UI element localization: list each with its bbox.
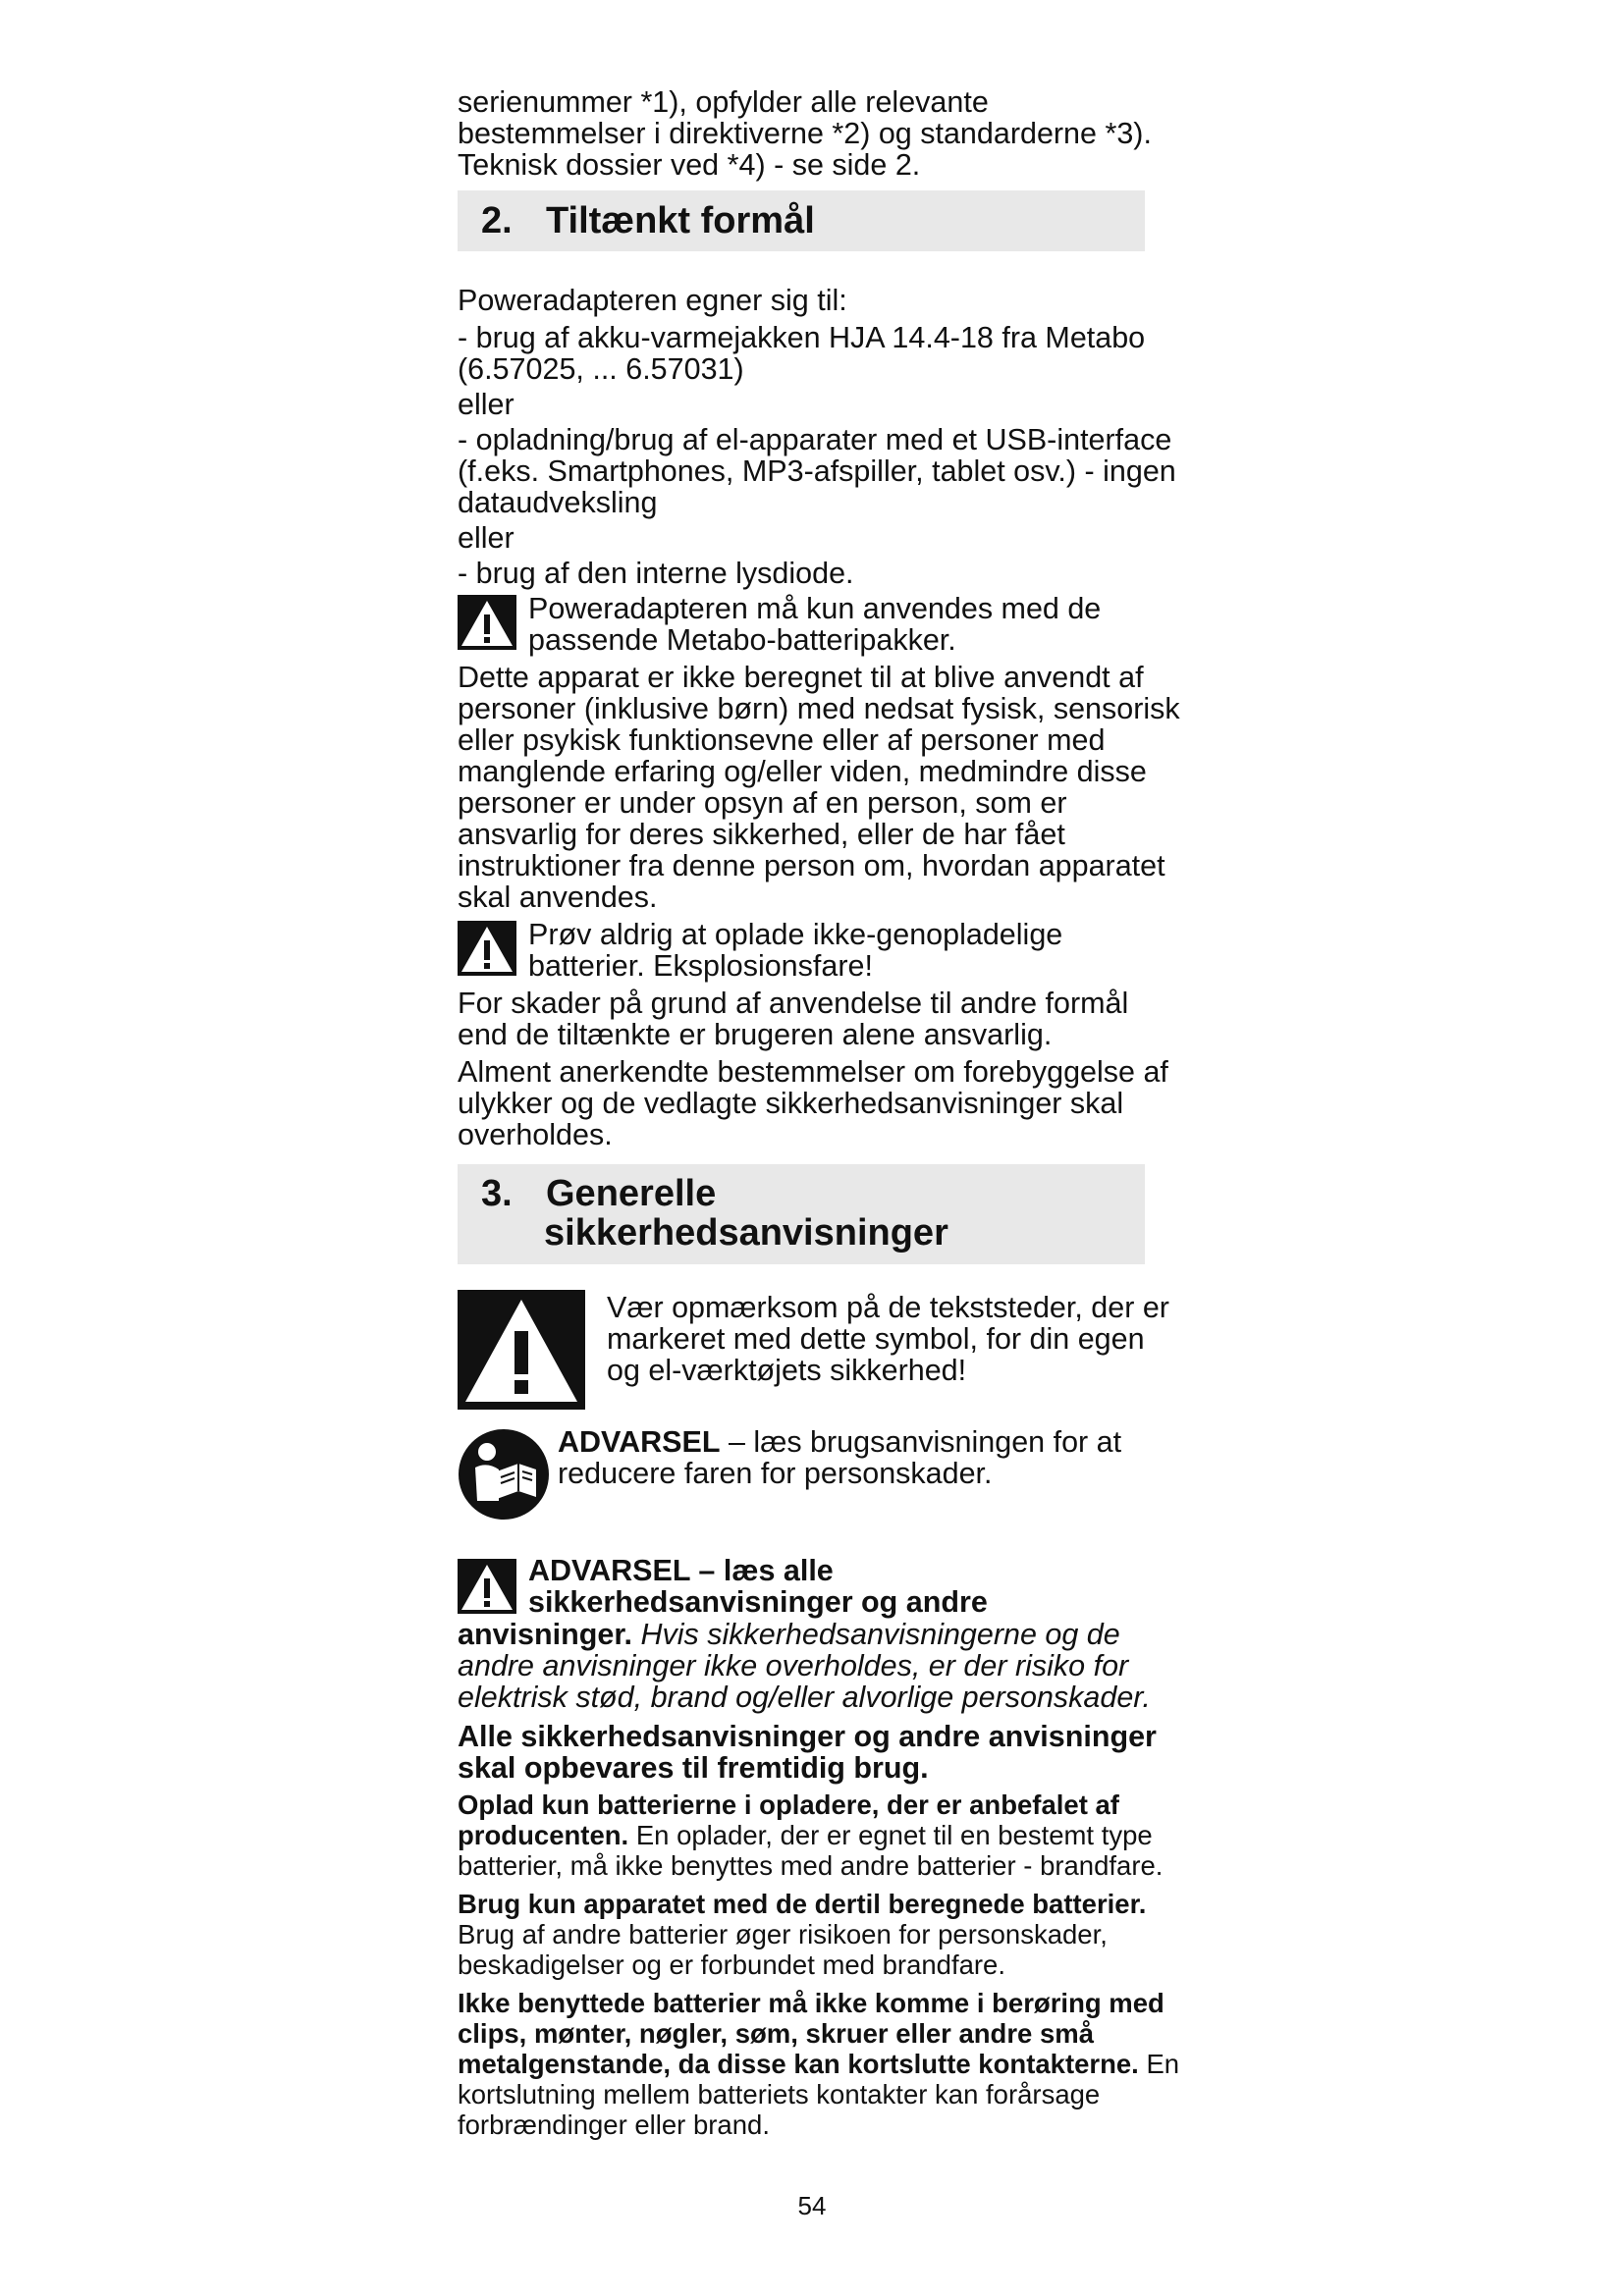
warning-triangle-icon <box>458 595 516 655</box>
use-item-usb: - opladning/brug af el-apparater med et USB-interface (f.eks. Smartphones, MP3-afspiller, tablet osv.) - ingen dataudveksling <box>458 423 1176 519</box>
advarsel-body <box>458 1619 1184 1713</box>
warning-non-rechargeable <box>458 919 1184 982</box>
children-note: Dette apparat er ikke beregnet til at blive anvendt af personer (inklusive børn) med nedsat fysisk, sensorisk eller psykisk funktionsevne eller af personer med manglende erfaring og/eller viden, medmindre disse personer er under opsyn af en person, som er ansvarlig for deres sikkerhed, eller de har fået instruktioner fra denne person om, hvordan apparatet skal anvendes. <box>458 661 1180 914</box>
section-number: 2. <box>481 200 513 241</box>
rule-short-circuit <box>458 1988 1184 2140</box>
use-item-led: - brug af den interne lysdiode. <box>458 557 854 590</box>
advarsel-bold-line: anvisninger. <box>458 1618 632 1651</box>
rule-text: Brug af andre batterier øger risikoen for personskader, beskadigelser og er forbundet med brandfare. <box>458 1919 1108 1980</box>
rule-charge <box>458 1789 1184 1881</box>
section-title-line: sikkerhedsanvisninger <box>544 1212 948 1254</box>
symbol-explanation-text: Vær opmærksom på de tekststeder, der er markeret med dette symbol, for din egen og el-værktøjets sikkerhed! <box>607 1291 1169 1387</box>
or-separator: eller <box>458 521 514 555</box>
rule-text: En oplader, der er egnet til en bestemt type batterier, må ikke benyttes med andre batterier - brandfare. <box>458 1820 1164 1881</box>
intro-line: bestemmelser i direktiverne *2) og standarderne *3). <box>458 117 1152 150</box>
read-manual-text <box>558 1424 1184 1489</box>
section-2-heading <box>458 190 1145 251</box>
advarsel-head-text <box>528 1555 988 1618</box>
rule-bold: Brug kun apparatet med de dertil beregnede batterier. <box>458 1889 1147 1919</box>
advarsel-read-all <box>458 1555 1184 1713</box>
read-manual-icon <box>458 1428 550 1525</box>
advarsel-read-all-head <box>458 1555 1184 1619</box>
use-item-heated-jacket: - brug af akku-varmejakken HJA 14.4-18 fra Metabo (6.57025, ... 6.57031) <box>458 321 1146 386</box>
rule-bold: Oplad kun batterierne i opladere, der er anbefalet af producenten. <box>458 1789 1119 1850</box>
section-3-heading <box>458 1164 1145 1264</box>
advarsel-bold-line: ADVARSEL – læs alle <box>528 1554 834 1587</box>
rule-use-batteries <box>458 1889 1184 1980</box>
page-column <box>458 86 1184 2148</box>
warning-triangle-icon <box>458 921 516 981</box>
section-title: Tiltænkt formål <box>546 200 815 241</box>
advarsel-text: – læs brugsanvisningen for at reducere faren for personskader. <box>558 1425 1122 1490</box>
warning-battery-packs <box>458 593 1184 656</box>
advarsel-italic-text: Hvis sikkerhedsanvisningerne og de andre anvisninger ikke overholdes, er der risiko for elektrisk stød, brand og/eller alvorlige personskader. <box>458 1618 1151 1714</box>
warning-triangle-icon <box>458 1559 516 1619</box>
or-separator: eller <box>458 388 514 421</box>
section-title-line: Generelle <box>546 1173 717 1214</box>
rule-bold: Ikke benyttede batterier må ikke komme i berøring med clips, mønter, nøgler, søm, skruer eller andre små metalgenstande, da disse kan kortslutte kontakterne. <box>458 1988 1164 2079</box>
warning-text: Prøv aldrig at oplade ikke-genopladelige batterier. Eksplosionsfare! <box>528 918 1063 983</box>
read-manual-warning <box>458 1424 1184 1525</box>
intro-line: serienummer *1), opfylder alle relevante <box>458 85 989 119</box>
keep-instructions-text: Alle sikkerhedsanvisninger og andre anvisninger skal opbevares til fremtidig brug. <box>458 1720 1157 1785</box>
liability-note: For skader på grund af anvendelse til andre formål end de tiltænkte er brugeren alene ansvarlig. <box>458 987 1129 1051</box>
large-warning-triangle-icon <box>458 1290 585 1415</box>
intro-line: Teknisk dossier ved *4) - se side 2. <box>458 148 921 182</box>
rules-note: Alment anerkendte bestemmelser om forebyggelse af ulykker og de vedlagte sikkerhedsanvisninger skal overholdes. <box>458 1055 1168 1151</box>
keep-instructions <box>458 1721 1184 1784</box>
rule-text: En kortslutning mellem batteriets kontakter kan forårsage forbrændinger eller brand. <box>458 2049 1180 2140</box>
advarsel-label: ADVARSEL <box>558 1425 721 1459</box>
symbol-explanation <box>458 1290 1184 1415</box>
advarsel-bold-line: sikkerhedsanvisninger og andre <box>528 1585 988 1619</box>
intended-use-lead: Poweradapteren egner sig til: <box>458 284 847 317</box>
intro-paragraph <box>458 86 1184 181</box>
warning-text: Poweradapteren må kun anvendes med de passende Metabo-batteripakker. <box>528 592 1102 657</box>
page-number: 54 <box>797 2191 827 2220</box>
section-number: 3. <box>481 1173 513 1214</box>
